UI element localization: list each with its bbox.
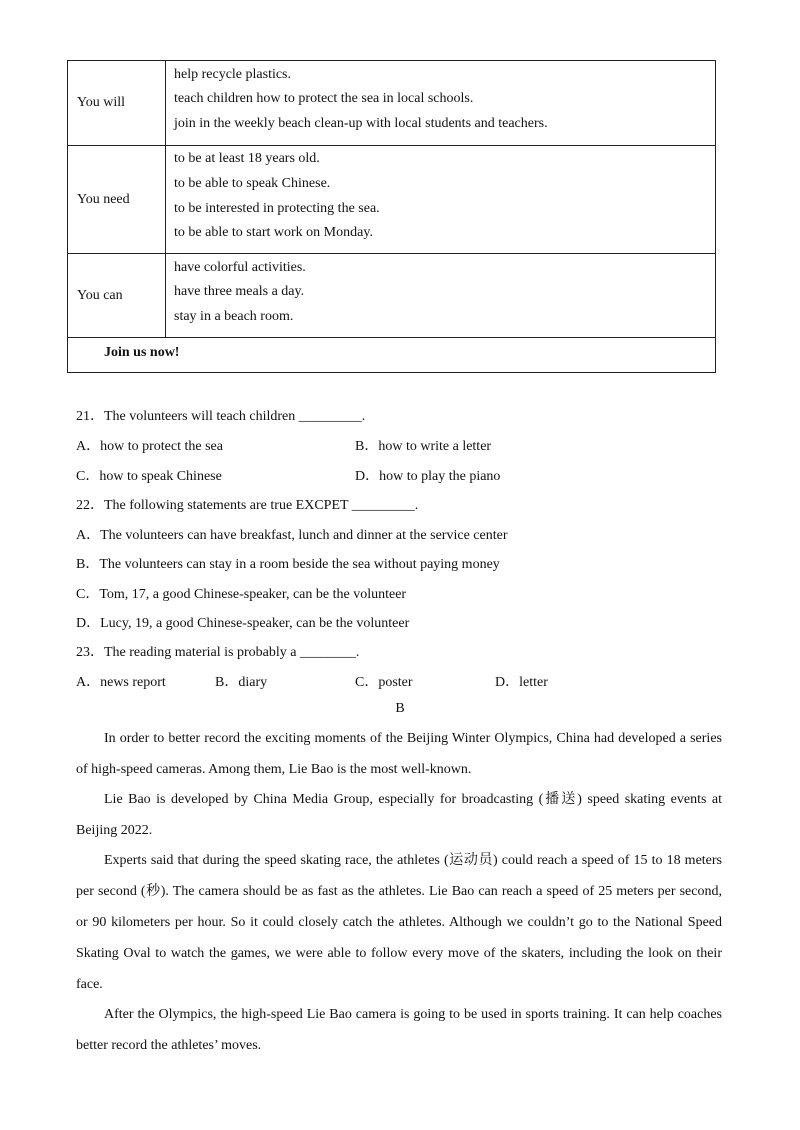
question-23-option-d: D．letter — [495, 675, 548, 690]
question-23-option-c: C．poster — [355, 675, 413, 690]
question-22-option-d: D．Lucy, 19, a good Chinese-speaker, can be the volunteer — [76, 616, 410, 631]
paragraph: Experts said that during the speed skating race, the athletes (运动员) could reach a speed of 15 to 18 meters per second (秒). The camera should be as fast as the athletes. Lie Bao can reach a speed of 25 meters per second, or 90 kilometers per hour. So it could closely catch the athletes. Although we couldn’t go to the National Speed Skating Oval to watch the games, we were able to follow every move of the skaters, including the look on their face. — [76, 853, 722, 992]
list-item: to be able to speak Chinese. — [174, 176, 331, 191]
table-row-you-need — [68, 146, 715, 254]
list-item: to be able to start work on Monday. — [174, 225, 373, 240]
question-23-option-b: B．diary — [215, 675, 268, 690]
question-21-option-a: A．how to protect the sea — [76, 439, 223, 454]
volunteer-info-table — [67, 60, 716, 373]
list-item: to be interested in protecting the sea. — [174, 201, 380, 216]
join-us-text: Join us now! — [104, 345, 180, 360]
question-21-option-b: B．how to write a letter — [355, 439, 492, 454]
table-row-you-will — [68, 61, 715, 146]
table-row-you-can — [68, 254, 715, 338]
paragraph: In order to better record the exciting moments of the Beijing Winter Olympics, China had developed a series of high-speed cameras. Among them, Lie Bao is the most well-known. — [76, 731, 722, 777]
question-23-option-a: A．news report — [76, 675, 166, 690]
list-item: teach children how to protect the sea in local schools. — [174, 91, 474, 106]
question-22-stem: 22．The following statements are true EXCPET _________. — [76, 498, 419, 513]
list-item: help recycle plastics. — [174, 67, 292, 82]
table-footer-row — [68, 338, 715, 373]
list-item: have three meals a day. — [174, 284, 305, 299]
list-item: stay in a beach room. — [174, 309, 294, 324]
question-22-option-b: B．The volunteers can stay in a room beside the sea without paying money — [76, 557, 500, 572]
question-21-option-c: C．how to speak Chinese — [76, 469, 222, 484]
question-22-option-a: A．The volunteers can have breakfast, lunch and dinner at the service center — [76, 528, 508, 543]
paragraph: After the Olympics, the high-speed Lie Bao camera is going to be used in sports training. It can help coaches better record the athletes’ moves. — [76, 1007, 722, 1053]
question-21-stem: 21．The volunteers will teach children _________. — [76, 409, 366, 424]
question-23-stem: 23．The reading material is probably a ________. — [76, 645, 360, 660]
row-label: You need — [68, 146, 166, 253]
paragraph: Lie Bao is developed by China Media Group, especially for broadcasting (播送) speed skating events at Beijing 2022. — [76, 792, 722, 838]
list-item: to be at least 18 years old. — [174, 151, 320, 166]
row-label: You will — [68, 61, 166, 145]
question-22-option-c: C．Tom, 17, a good Chinese-speaker, can be the volunteer — [76, 587, 407, 602]
list-item: have colorful activities. — [174, 260, 306, 275]
section-heading: B — [395, 701, 405, 716]
list-item: join in the weekly beach clean-up with local students and teachers. — [174, 116, 548, 131]
row-label: You can — [68, 254, 166, 337]
question-21-option-d: D．how to play the piano — [355, 469, 501, 484]
